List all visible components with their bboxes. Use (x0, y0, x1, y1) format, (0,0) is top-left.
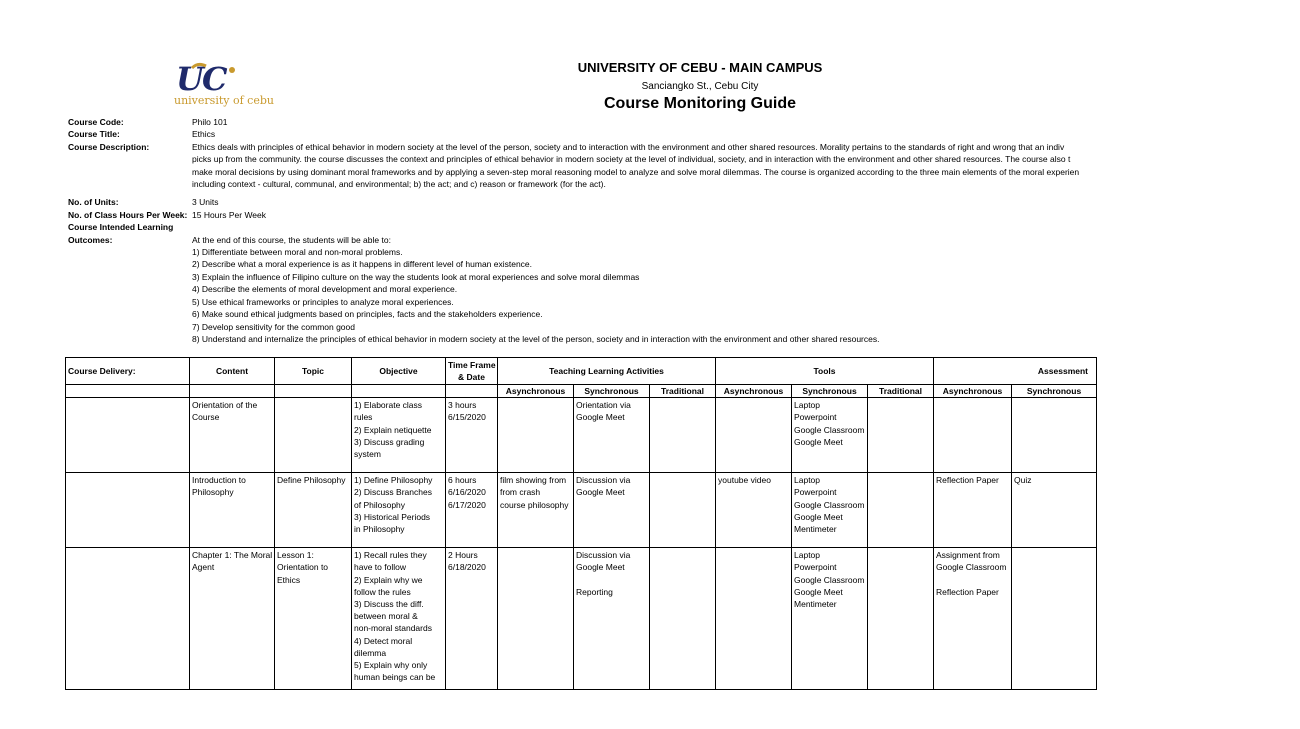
outcome-item: 2) Describe what a moral experience is as it happens in different level of human existence. (192, 259, 533, 270)
cell-text-line: 1) Recall rules they (354, 550, 427, 561)
cell-assess-sync (1012, 398, 1097, 473)
cell-text-line: 2) Explain netiquette (354, 424, 432, 435)
subheader-tools-sync: Synchronous (792, 385, 868, 398)
outcome-item: 6) Make sound ethical judgments based on principles, facts and the stakeholders experience. (192, 309, 543, 320)
cell-tools-trad (868, 473, 934, 548)
cell-text-line: Powerpoint (794, 412, 837, 423)
cell-course-delivery (66, 398, 190, 473)
cell-text-line: Reflection Paper (936, 586, 999, 597)
header-topic: Topic (275, 358, 352, 385)
cell-content (190, 473, 275, 548)
course-title-label: Course Title: (68, 129, 120, 140)
cell-text-line: 2 Hours (448, 550, 478, 561)
course-title-value: Ethics (192, 129, 216, 140)
course-description-label: Course Description: (68, 141, 150, 152)
monitoring-table-wrap (65, 357, 1089, 729)
cell-text-line: 6/16/2020 (448, 487, 486, 498)
cell-text-line: film showing from (500, 475, 567, 486)
cell-tla-sync (574, 398, 650, 473)
outcome-item: 7) Develop sensitivity for the common good (192, 321, 355, 332)
cell-text-line: Google Meet (794, 436, 843, 447)
cell-text-line (576, 574, 647, 586)
cell-tools-async (716, 398, 792, 473)
hours-label: No. of Class Hours Per Week: (68, 209, 188, 220)
description-line: picks up from the community. the course discusses the context and principles of ethical behavior in modern society at the level of individual, society, and in interaction with the environment and other shared resources. The course also t (192, 154, 1071, 165)
cell-text-line: rules (354, 412, 373, 423)
cell-objective (352, 548, 446, 690)
cell-text-line: youtube video (718, 475, 771, 486)
cell-text-line: Mentimeter (794, 599, 837, 610)
cell-text-line: 1) Elaborate class (354, 400, 423, 411)
cell-text-line: Quiz (1014, 475, 1032, 486)
cell-text-line: 3) Discuss the diff. (354, 599, 424, 610)
table-row (66, 398, 1097, 473)
table-row (66, 473, 1097, 548)
outcomes-label-line: Outcomes: (68, 234, 113, 245)
cell-tools-sync (792, 548, 868, 690)
table-body (66, 398, 1097, 690)
cell-tla-trad (650, 473, 716, 548)
cell-text-line: Laptop (794, 475, 821, 486)
hours-row (68, 209, 1078, 221)
cell-tla-trad (650, 548, 716, 690)
cell-tools-sync (792, 473, 868, 548)
outcome-item: 3) Explain the influence of Filipino culture on the way the students look at moral experiences and solve moral dilemmas (192, 271, 640, 282)
outcomes-value (192, 221, 1078, 345)
subheader-tla-trad: Traditional (650, 385, 716, 398)
monitoring-table (65, 357, 1097, 690)
cell-text-line: from crash (500, 487, 541, 498)
cell-text-line: Ethics (277, 574, 301, 585)
header-assessment: Assessment (934, 358, 1097, 385)
cell-text-line: 5) Explain why only (354, 660, 428, 671)
cell-text-line: Agent (192, 562, 215, 573)
outcomes-label-line: Course Intended Learning (68, 222, 174, 233)
svg-text:C: C (202, 60, 228, 98)
cell-text-line: Google Classroom (794, 499, 865, 510)
cell-text-line: Google Meet (794, 586, 843, 597)
description-line: including context - cultural, communal, and environmental; b) the act; and c) reason or framework (for the act). (192, 179, 606, 190)
cell-text-line: non-moral standards (354, 623, 432, 634)
cell-text-line: Discussion via (576, 475, 631, 486)
cell-topic (275, 548, 352, 690)
cell-text-line: Orientation of the (192, 400, 258, 411)
cell-text-line: dilemma (354, 647, 387, 658)
cell-time (446, 548, 498, 690)
course-code-value: Philo 101 (192, 117, 228, 127)
subheader-tools-trad: Traditional (868, 385, 934, 398)
cell-text-line: 6/15/2020 (448, 412, 486, 423)
university-name: UNIVERSITY OF CEBU - MAIN CAMPUS (577, 60, 823, 75)
cell-text-line: Course (192, 412, 220, 423)
cell-text-line: 1) Define Philosophy (354, 475, 433, 486)
cell-text-line: Reflection Paper (936, 475, 999, 486)
cell-text-line: 2) Discuss Branches (354, 487, 432, 498)
cell-assess-async (934, 473, 1012, 548)
cell-tla-trad (650, 398, 716, 473)
header-teaching-learning-activities: Teaching Learning Activities (498, 358, 716, 385)
university-address: Sanciangko St., Cebu City (641, 81, 759, 92)
description-line: make moral decisions by using dominant moral frameworks and by applying a seven-step moral reasoning model to analyze and solve moral dilemmas. The course is organized according to the three main elements of the moral experien (192, 166, 1080, 177)
cell-course-delivery (66, 473, 190, 548)
header-tools: Tools (716, 358, 934, 385)
cell-text-line: Google Classroom (794, 574, 865, 585)
cell-tla-async (498, 548, 574, 690)
cell-text-line: Define Philosophy (277, 475, 346, 486)
cell-tla-sync (574, 473, 650, 548)
course-title-row (68, 128, 1078, 140)
cell-text-line: Google Meet (576, 562, 625, 573)
cell-text-line: Reporting (576, 586, 613, 597)
cell-objective (352, 398, 446, 473)
cell-assess-sync (1012, 473, 1097, 548)
outcomes-intro: At the end of this course, the students will be able to: (192, 234, 391, 245)
units-row (68, 196, 1078, 208)
cell-text-line: Mentimeter (794, 524, 837, 535)
cell-text-line: 6 hours (448, 475, 477, 486)
outcome-item: 8) Understand and internalize the principles of ethical behavior in modern society at the level of the person, society and in interaction with the environment and other shared resources. (192, 333, 880, 344)
cell-tla-sync (574, 548, 650, 690)
cell-course-delivery (66, 548, 190, 690)
cell-tools-sync (792, 398, 868, 473)
cell-time (446, 473, 498, 548)
cell-text-line (936, 574, 1009, 586)
outcomes-row (68, 221, 1078, 345)
cell-tools-trad (868, 398, 934, 473)
subheader-tla-async: Asynchronous (498, 385, 574, 398)
cell-text-line: 2) Explain why we (354, 574, 423, 585)
cell-assess-async (934, 548, 1012, 690)
table-subheader-row (66, 385, 1097, 398)
cell-text-line: Orientation via (576, 400, 631, 411)
cell-assess-async (934, 398, 1012, 473)
cell-text-line: Laptop (794, 400, 821, 411)
cell-text-line: follow the rules (354, 586, 411, 597)
cell-tools-async (716, 473, 792, 548)
cell-text-line: 3 hours (448, 400, 477, 411)
cell-text-line: Chapter 1: The Moral (192, 550, 273, 561)
svg-text:U: U (176, 60, 204, 98)
cell-tla-async (498, 473, 574, 548)
cell-text-line: Powerpoint (794, 562, 837, 573)
cell-text-line: system (354, 449, 381, 460)
cell-text-line: Google Classroom (936, 562, 1007, 573)
cell-text-line: Laptop (794, 550, 821, 561)
cell-text-line: in Philosophy (354, 524, 405, 535)
cell-text-line: course philosophy (500, 499, 569, 510)
cell-text-line: 6/17/2020 (448, 499, 486, 510)
subheader-tools-async: Asynchronous (716, 385, 792, 398)
outcome-item: 4) Describe the elements of moral development and moral experience. (192, 284, 458, 295)
subheader-assess-async: Asynchronous (934, 385, 1012, 398)
outcomes-label (68, 221, 192, 345)
hours-value: 15 Hours Per Week (192, 209, 267, 220)
cell-content (190, 398, 275, 473)
cell-text-line: Google Classroom (794, 424, 865, 435)
outcome-item: 5) Use ethical frameworks or principles to analyze moral experiences. (192, 296, 454, 307)
header-objective: Objective (352, 358, 446, 385)
course-code-row (68, 116, 1078, 128)
cell-tools-async (716, 548, 792, 690)
cell-text-line: of Philosophy (354, 499, 406, 510)
course-description-row (68, 141, 1078, 191)
logo-text: university of cebu (174, 94, 274, 107)
cell-tools-trad (868, 548, 934, 690)
header-course-delivery: Course Delivery: (66, 358, 190, 385)
cell-text-line: Assignment from (936, 550, 1000, 561)
cell-objective (352, 473, 446, 548)
cell-assess-sync (1012, 548, 1097, 690)
header-time-frame: Time Frame & Date (446, 358, 498, 385)
units-label: No. of Units: (68, 197, 119, 208)
description-line: Ethics deals with principles of ethical behavior in modern society at the level of the person, society and to interaction with the environment and other shared resources. Morality pertains to the standards of right and wrong that an indiv (192, 141, 1065, 152)
cell-text-line: Philosophy (192, 487, 234, 498)
table-header-row (66, 358, 1097, 385)
cell-text-line: Lesson 1: (277, 550, 314, 561)
table-row (66, 548, 1097, 690)
cell-time (446, 398, 498, 473)
cell-text-line: Google Meet (794, 511, 843, 522)
cell-topic (275, 398, 352, 473)
cell-text-line: Introduction to (192, 475, 246, 486)
header-content: Content (190, 358, 275, 385)
cell-text-line: 3) Historical Periods (354, 511, 431, 522)
cell-text-line: 4) Detect moral (354, 635, 413, 646)
course-code-label: Course Code: (68, 117, 124, 127)
cell-text-line: Google Meet (576, 487, 625, 498)
cell-text-line: 6/18/2020 (448, 562, 486, 573)
cell-text-line: 3) Discuss grading (354, 436, 425, 447)
cell-text-line: Powerpoint (794, 487, 837, 498)
subheader-tla-sync: Synchronous (574, 385, 650, 398)
cell-text-line: have to follow (354, 562, 406, 573)
course-info (68, 116, 1078, 345)
cell-text-line: between moral & (354, 611, 418, 622)
cell-topic (275, 473, 352, 548)
outcome-item: 1) Differentiate between moral and non-moral problems. (192, 247, 403, 258)
course-description-value (192, 141, 1079, 191)
cell-text-line: Google Meet (576, 412, 625, 423)
cell-text-line: Discussion via (576, 550, 631, 561)
units-value: 3 Units (192, 197, 219, 208)
subheader-assess-sync: Synchronous (1012, 385, 1097, 398)
cell-text-line: human beings can be (354, 672, 436, 683)
cell-tla-async (498, 398, 574, 473)
cell-content (190, 548, 275, 690)
cell-text-line: Orientation to (277, 562, 329, 573)
page-title: Course Monitoring Guide (604, 95, 796, 112)
